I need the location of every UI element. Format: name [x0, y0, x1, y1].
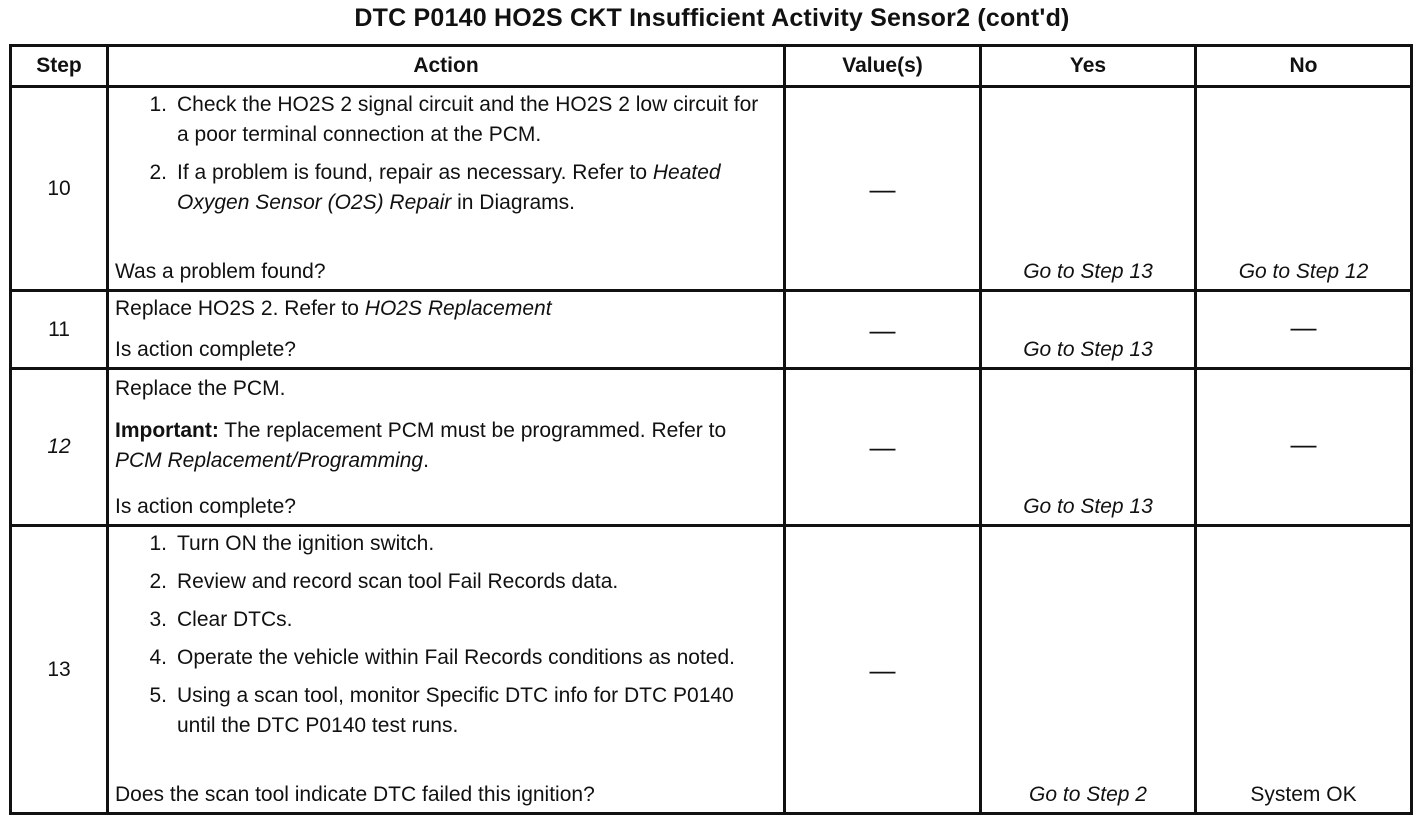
action-line: Replace the PCM. [115, 377, 286, 400]
step-number: 12 [11, 369, 108, 526]
yes-cell [981, 526, 1196, 814]
reference-link[interactable]: Heated Oxygen Sensor (O2S) Repair [177, 161, 721, 214]
list-item [109, 643, 771, 673]
step-number: 11 [11, 291, 108, 369]
value-cell: — [785, 87, 981, 291]
yes-result[interactable]: Go to Step 13 [1023, 495, 1153, 518]
header-step: Step [11, 46, 108, 87]
important-note [109, 416, 783, 476]
question-text: Was a problem found? [115, 260, 326, 283]
action-cell [108, 526, 785, 814]
action-list [109, 90, 771, 218]
no-cell [1196, 369, 1412, 526]
header-yes: Yes [981, 46, 1196, 87]
text-segment: in Diagrams. [451, 191, 575, 214]
action-cell [108, 87, 785, 291]
list-item [109, 567, 771, 597]
yes-result[interactable]: Go to Step 13 [1023, 260, 1153, 283]
no-result[interactable]: Go to Step 12 [1238, 260, 1369, 283]
yes-cell [981, 291, 1196, 369]
question-text: Is action complete? [115, 338, 296, 361]
list-number: 2. [149, 161, 167, 184]
no-result: — [1290, 429, 1317, 459]
text-segment: The replacement PCM must be programmed. Refer to [218, 419, 727, 442]
header-action: Action [108, 46, 785, 87]
action-cell [108, 369, 785, 526]
value-cell: — [785, 526, 981, 814]
yes-cell [981, 369, 1196, 526]
question-text: Is action complete? [115, 495, 296, 518]
question-text: Does the scan tool indicate DTC failed this ignition? [115, 783, 595, 806]
no-result: System OK [1250, 783, 1357, 806]
list-number: 1. [149, 532, 167, 555]
action-line [109, 294, 783, 324]
page-title: DTC P0140 HO2S CKT Insufficient Activity Sensor2 (cont'd) [354, 4, 1070, 32]
list-number: 3. [149, 608, 167, 631]
table-row-step-11 [11, 291, 1412, 369]
list-item [109, 529, 771, 559]
list-item [109, 681, 771, 741]
value-cell: — [785, 291, 981, 369]
no-cell [1196, 291, 1412, 369]
text-segment: If a problem is found, repair as necessary. Refer to [177, 161, 653, 184]
yes-result[interactable]: Go to Step 2 [1029, 783, 1147, 806]
header-values: Value(s) [785, 46, 981, 87]
table-row-step-10 [11, 87, 1412, 291]
list-item [109, 605, 771, 635]
no-result: — [1290, 311, 1317, 342]
table-header-row [11, 46, 1412, 87]
list-text: Review and record scan tool Fail Records data. [177, 570, 619, 593]
text-segment: Replace HO2S 2. Refer to [115, 297, 365, 320]
list-text: Turn ON the ignition switch. [177, 532, 435, 555]
step-number: 13 [11, 526, 108, 814]
list-text: Using a scan tool, monitor Specific DTC info for DTC P0140 until the DTC P0140 test runs. [177, 684, 734, 737]
value-cell: — [785, 369, 981, 526]
header-no: No [1196, 46, 1412, 87]
important-label: Important: [115, 419, 219, 442]
list-item [109, 90, 771, 150]
reference-link[interactable]: HO2S Replacement [364, 297, 552, 320]
no-cell [1196, 526, 1412, 814]
action-list [109, 529, 771, 741]
list-text: Check the HO2S 2 signal circuit and the HO2S 2 low circuit for a poor terminal connection at the PCM. [177, 93, 759, 146]
list-number: 1. [149, 93, 167, 116]
table-row-step-12 [11, 369, 1412, 526]
diagnostic-table [9, 44, 1413, 815]
list-text [177, 158, 771, 218]
list-number: 5. [149, 684, 167, 707]
table-row-step-13 [11, 526, 1412, 814]
text-segment: . [423, 449, 429, 472]
yes-cell [981, 87, 1196, 291]
no-cell [1196, 87, 1412, 291]
yes-result[interactable]: Go to Step 13 [1023, 338, 1153, 361]
list-number: 4. [149, 646, 167, 669]
action-cell [108, 291, 785, 369]
step-number: 10 [11, 87, 108, 291]
reference-link[interactable]: PCM Replacement/Programming [115, 449, 424, 472]
list-text: Operate the vehicle within Fail Records conditions as noted. [177, 646, 735, 669]
list-item [109, 158, 771, 218]
list-text: Clear DTCs. [177, 608, 293, 631]
list-number: 2. [149, 570, 167, 593]
